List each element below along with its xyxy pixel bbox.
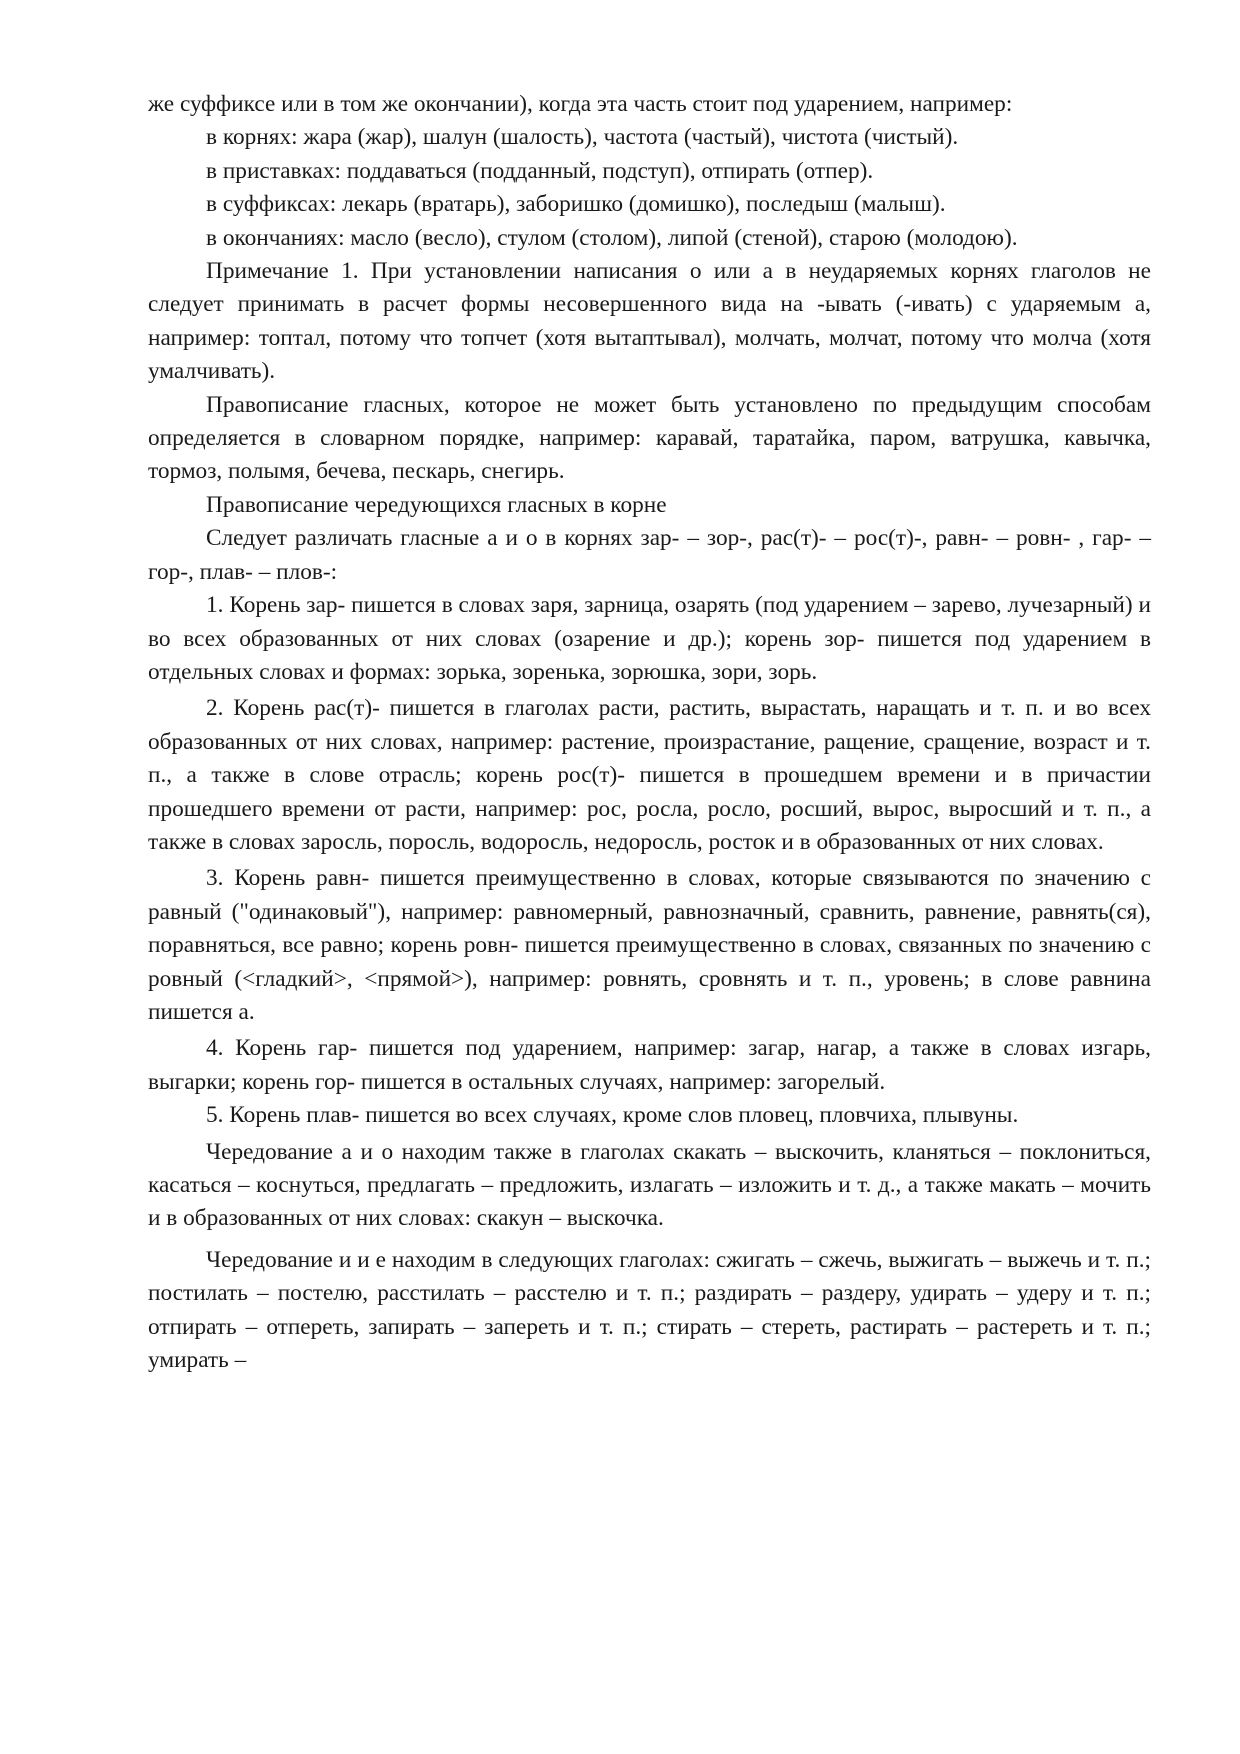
section-heading: Правописание чередующихся гласных в корне (206, 491, 667, 518)
paragraph-endings-example: в окончаниях: масло (весло), стулом (столом), липой (стеной), старою (молодою). (206, 224, 1018, 251)
paragraph-rule-2: 2. Корень рас(т)- пишется в глаголах расти, растить, вырастать, наращать и т. п. и во всех образованных от них словах, например: растение, произрастание, ращение, сращение, возраст и т. п., а также в слове отрасль; корень рос(т)- пишется в прошедшем времени и в причастии прошедшего времени от расти, например: рос, росла, росло, росший, вырос, выросший и т. п., а также в словах заросль, поросль, водоросль, недоросль, росток и в образованных от них словах. (148, 695, 1151, 855)
paragraph-roots-example: в корнях: жара (жар), шалун (шалость), частота (частый), чистота (чистый). (206, 124, 959, 151)
paragraph-alternation-a-o: Чередование а и о находим также в глаголах скакать – выскочить, кланяться – поклониться, касаться – коснуться, предлагать – предложить, излагать – изложить и т. д., а также макать – мочить и в образованных от них словах: скакун – выскочка. (148, 1138, 1151, 1232)
paragraph-suffixes-example: в суффиксах: лекарь (вратарь), заборишко (домишко), последыш (малыш). (206, 191, 946, 218)
paragraph-rule-3: 3. Корень равн- пишется преимущественно в словах, которые связываются по значению с равный ("одинаковый"), например: равномерный, равнозначный, сравнить, равнение, равнять(ся), поравняться, все равно; корень ровн- пишется преимущественно в словах, связанных по значению с ровный (<гладкий>, <прямой>), например: ровнять, сровнять и т. п., уровень; в слове равнина пишется а. (148, 865, 1151, 1025)
paragraph-rule-4: 4. Корень гар- пишется под ударением, например: загар, нагар, а также в словах изгарь, выгарки; корень гор- пишется в остальных случаях, например: загорелый. (148, 1035, 1151, 1095)
document-page (148, 88, 1151, 1377)
paragraph-continuation: же суффиксе или в том же окончании), когда эта часть стоит под ударением, например: (148, 91, 1013, 117)
paragraph-note-1: Примечание 1. При установлении написания о или а в неударяемых корнях глаголов не следует принимать в расчет формы несовершенного вида на -ывать (-ивать) с ударяемым а, например: топтал, потому что топчет (хотя вытаптывал), молчать, молчат, потому что молча (хотя умалчивать). (148, 258, 1151, 385)
paragraph-prefixes-example: в приставках: поддаваться (подданный, подступ), отпирать (отпер). (206, 157, 874, 184)
paragraph-rule-1: 1. Корень зар- пишется в словах заря, зарница, озарять (под ударением – зарево, лучезарный) и во всех образованных от них словах (озарение и др.); корень зор- пишется под ударением в отдельных словах и формах: зорька, зоренька, зорюшка, зори, зорь. (148, 592, 1151, 685)
paragraph-intro-roots: Следует различать гласные а и о в корнях зар- – зор-, рас(т)- – рос(т)-, равн- – ровн- , гар- – гор-, плав- – плов-: (148, 525, 1151, 585)
paragraph-dictionary-order: Правописание гласных, которое не может быть установлено по предыдущим способам определяется в словарном порядке, например: каравай, таратайка, паром, ватрушка, кавычка, тормоз, полымя, бечева, пескарь, снегирь. (148, 391, 1151, 485)
paragraph-rule-5: 5. Корень плав- пишется во всех случаях, кроме слов пловец, пловчиха, плывуны. (206, 1102, 1019, 1129)
paragraph-alternation-i-e: Чередование и и е находим в следующих глаголах: сжигать – сжечь, выжигать – выжечь и т. п.; постилать – постелю, расстилать – расстелю и т. п.; раздирать – раздеру, удирать – удеру и т. п.; отпирать – отпереть, запирать – запереть и т. п.; стирать – стереть, растирать – растереть и т. п.; умирать – (148, 1246, 1151, 1374)
